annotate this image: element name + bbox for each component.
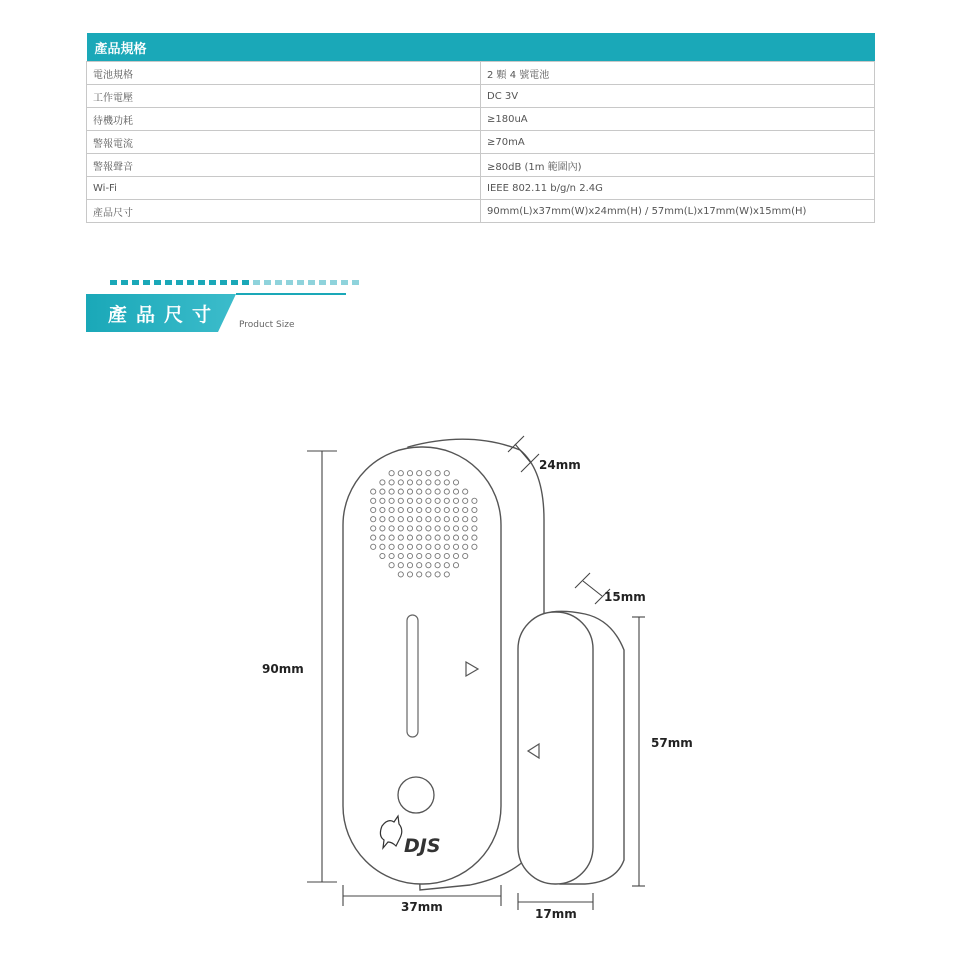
sensor-body: [518, 612, 593, 884]
indicator-slot: [407, 615, 418, 737]
spec-label: 警報電流: [87, 131, 481, 154]
section-subtitle: Product Size: [239, 320, 295, 330]
spec-label: Wi-Fi: [87, 177, 481, 200]
main-button: [398, 777, 434, 813]
brand-logo: DJS: [404, 835, 441, 857]
spec-value: ≥70mA: [481, 131, 875, 154]
spec-value: 2 顆 4 號電池: [481, 62, 875, 85]
spec-label: 電池規格: [87, 62, 481, 85]
spec-label: 警報聲音: [87, 154, 481, 177]
sensor-height-label: 57mm: [651, 736, 693, 750]
main-depth-label: 24mm: [539, 458, 581, 472]
spec-label: 產品尺寸: [87, 200, 481, 223]
spec-label: 工作電壓: [87, 85, 481, 108]
main-width-label: 37mm: [401, 900, 443, 914]
main-unit-body: [343, 447, 501, 884]
spec-table-header: 產品規格: [87, 33, 875, 62]
spec-label: 待機功耗: [87, 108, 481, 131]
sensor-width-label: 17mm: [535, 907, 577, 921]
main-height-label: 90mm: [262, 662, 304, 676]
section-title: 產品尺寸: [108, 304, 221, 326]
spec-value: ≥80dB (1m 範圍內): [481, 154, 875, 177]
spec-value: ≥180uA: [481, 108, 875, 131]
spec-value: IEEE 802.11 b/g/n 2.4G: [481, 177, 875, 200]
spec-value: DC 3V: [481, 85, 875, 108]
spec-value: 90mm(L)x37mm(W)x24mm(H) / 57mm(L)x17mm(W)x15mm(H): [481, 200, 875, 223]
sensor-depth-label: 15mm: [604, 590, 646, 604]
